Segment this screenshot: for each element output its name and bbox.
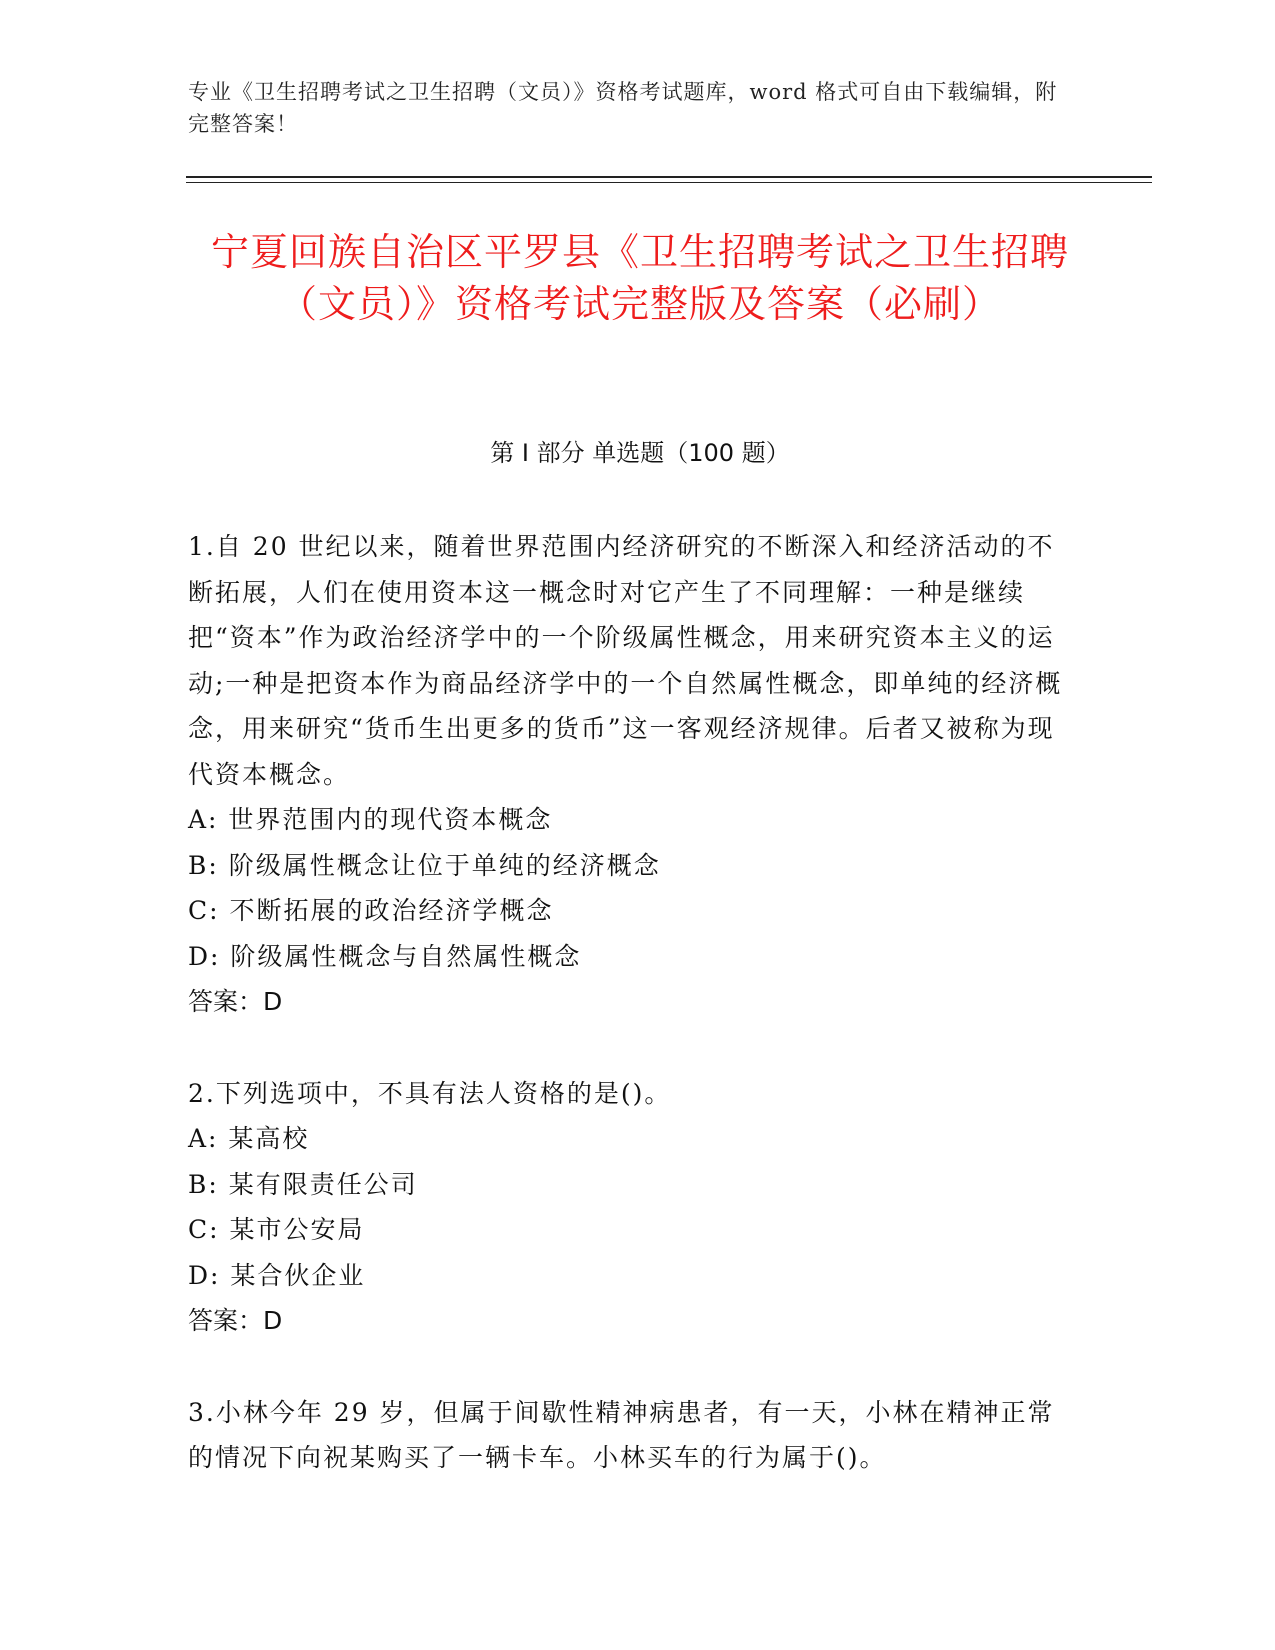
option-b: B: 阶级属性概念让位于单纯的经济概念 — [188, 850, 661, 880]
header-divider-thick — [186, 176, 1152, 178]
question-list — [188, 524, 1068, 1527]
question-text: 3.小林今年 29 岁，但属于间歇性精神病患者，有一天，小林在精神正常的情况下向祝某购买了一辆卡车。小林买车的行为属于()。 — [188, 1397, 1055, 1472]
option-a: A: 世界范围内的现代资本概念 — [188, 805, 553, 834]
header-divider-thin — [186, 182, 1152, 183]
option-d: D: 某合伙企业 — [188, 1260, 366, 1290]
option-d: D: 阶级属性概念与自然属性概念 — [188, 941, 582, 971]
option-c: C: 某市公安局 — [188, 1215, 365, 1244]
header-note: 专业《卫生招聘考试之卫生招聘（文员）》资格考试题库，word 格式可自由下载编辑，附完整答案！ — [188, 80, 1058, 136]
option-a: A: 某高校 — [188, 1124, 310, 1153]
document-title: 宁夏回族自治区平罗县《卫生招聘考试之卫生招聘（文员）》资格考试完整版及答案（必刷） — [210, 230, 1069, 326]
answer: 答案：D — [188, 987, 283, 1016]
option-b: B: 某有限责任公司 — [188, 1169, 418, 1199]
section-title: 第 I 部分 单选题（100 题） — [490, 439, 790, 467]
answer: 答案：D — [188, 1306, 283, 1335]
question-3 — [188, 1390, 1068, 1481]
option-c: C: 不断拓展的政治经济学概念 — [188, 896, 554, 925]
question-1 — [188, 524, 1068, 1025]
question-2 — [188, 1071, 1068, 1344]
question-text: 2.下列选项中，不具有法人资格的是()。 — [188, 1078, 672, 1108]
question-text: 1.自 20 世纪以来，随着世界范围内经济研究的不断深入和经济活动的不断拓展，人们在使用资本这一概念时对它产生了不同理解：一种是继续把“资本”作为政治经济学中的一个阶级属性概念，用来研究资本主义的运动;一种是把资本作为商品经济学中的一个自然属性概念，即单纯的经济概念，用来研究“货币生出更多的货币”这一客观经济规律。后者又被称为现代资本概念。 — [188, 532, 1063, 789]
